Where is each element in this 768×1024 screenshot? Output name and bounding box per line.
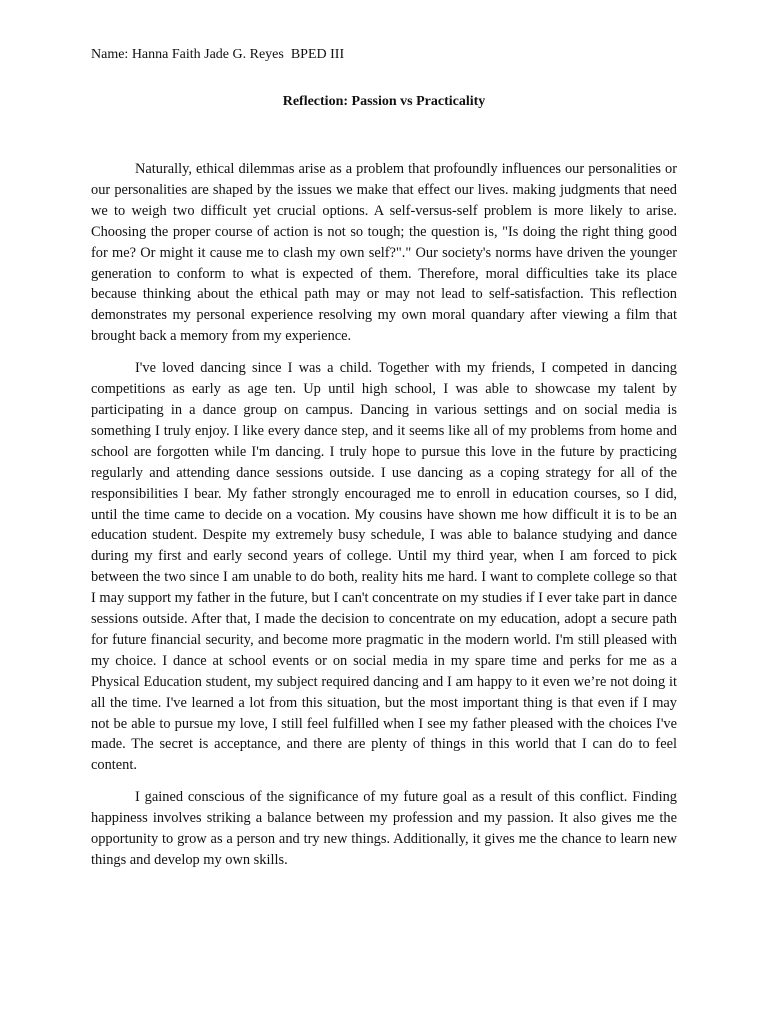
document-title: Reflection: Passion vs Practicality: [282, 94, 486, 109]
student-name-line: Name: Hanna Faith Jade G. Reyes BPED III: [91, 47, 345, 62]
paragraph-conclusion: I gained conscious of the significance of my future goal as a result of this conflict. Finding happiness involves striking a balance between my profession and my passion. It also gives me the opportunity to grow as a person and try new things. Additionally, it gives me the chance to learn new things and develop my own skills.: [91, 789, 677, 868]
document-body: [91, 159, 677, 882]
paragraph-introduction: Naturally, ethical dilemmas arise as a problem that profoundly influences our personalities or our personalities are shaped by the issues we make that effect our lives. making judgments that need we to weigh two difficult yet crucial options. A self-versus-self problem is more likely to arise. Choosing the proper course of action is not so tough; the question is, "Is doing the right thing good for me? Or might it cause me to clash my own self?"." Our society's norms have driven the younger generation to conform to what is expected of them. Therefore, moral difficulties take its place because thinking about the ethical path may or may not lead to self-satisfaction. This reflection demonstrates my personal experience resolving my own moral quandary after viewing a film that brought back a memory from my experience.: [91, 161, 677, 345]
paragraph-dancing-story: I've loved dancing since I was a child. Together with my friends, I competed in dancing competitions as early as age ten. Up until high school, I was able to showcase my talent by participating in a dance group on campus. Dancing in various settings and on social media is something I truly enjoy. I like every dance step, and it seems like all of my problems from home and school are forgotten while I'm dancing. I truly hope to pursue this love in the future by practicing regularly and attending dance sessions outside. I use dancing as a coping strategy for all of the responsibilities I bear. My father strongly encouraged me to enroll in education courses, so I did, until the time came to decide on a vocation. My cousins have shown me how difficult it is to be an education student. Despite my extremely busy schedule, I was able to balance studying and dance during my first and early second years of college. Until my third year, when I am forced to pick between the two since I am unable to do both, reality hits me hard. I want to complete college so that I may support my father in the future, but I can't concentrate on my studies if I ever take part in dance sessions outside. After that, I made the decision to concentrate on my education, adopt a secure path for future financial security, and become more pragmatic in the modern world. I'm still pleased with my choice. I dance at school events or on social media in my spare time and perks for me as a Physical Education student, my subject required dancing and I am happy to it even we’re not doing it all the time. I've learned a lot from this situation, but the most important thing is that even if I may not be able to pursue my love, I still feel fulfilled when I see my father pleased with the choices I've made. The secret is acceptance, and there are plenty of things in this world that I can do to feel content.: [91, 360, 677, 774]
